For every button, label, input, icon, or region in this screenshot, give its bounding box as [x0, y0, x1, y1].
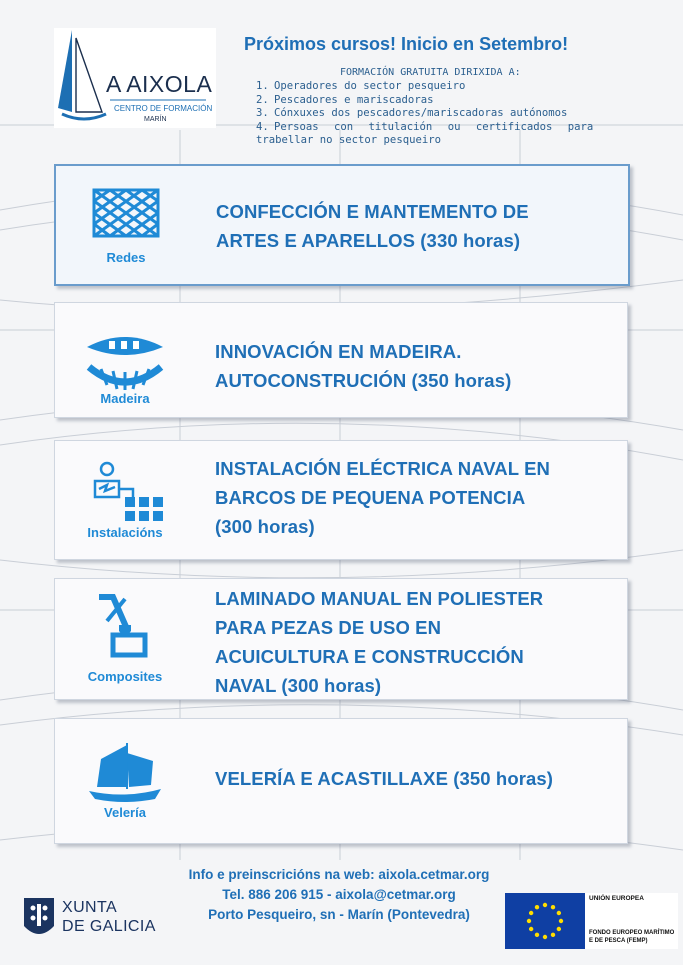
- course-category-label: Madeira: [100, 391, 150, 406]
- course-card-redes[interactable]: [54, 164, 630, 286]
- contact-phone-email[interactable]: Tel. 886 206 915 - aixola@cetmar.org: [222, 887, 456, 902]
- course-title: CONFECCIÓN E MANTEMENTO DE ARTES E APARELLOS (330 horas): [216, 201, 529, 251]
- course-card-instalacions[interactable]: [54, 440, 628, 560]
- course-category-label: Redes: [106, 250, 146, 265]
- course-category-label: Velería: [104, 805, 146, 820]
- eu-star: [559, 919, 563, 923]
- eu-star: [543, 935, 547, 939]
- course-card-madeira[interactable]: [54, 302, 628, 418]
- sailboat-icon: [85, 739, 165, 805]
- course-category-label: Composites: [87, 669, 163, 684]
- audience-item: 3. Cónxuxes dos pescadores/mariscadoras autónomos: [256, 107, 568, 120]
- audience-item-continued: trabellar no sector pesqueiro: [256, 134, 441, 147]
- audience-list: [256, 80, 636, 148]
- headline: Próximos cursos! Inicio en Setembro!: [244, 34, 569, 54]
- eu-title: UNIÓN EUROPEA: [589, 895, 644, 902]
- xunta-logo: [22, 896, 172, 942]
- course-title: INSTALACIÓN ELÉCTRICA NAVAL EN BARCOS DE PEQUENA POTENCIA (300 horas): [215, 458, 550, 537]
- eu-flag-icon: [505, 893, 585, 949]
- course-card-composites[interactable]: [54, 578, 628, 700]
- eu-star: [551, 933, 555, 937]
- eu-fund: FONDO EUROPEO MARÍTIMO E DE PESCA (FEMP): [589, 930, 675, 944]
- audience-item: 4. Persoas con titulación ou certificados para: [256, 120, 594, 133]
- net-icon: [86, 186, 166, 252]
- eu-star: [527, 919, 531, 923]
- audience-item: 2. Pescadores e mariscadoras: [256, 93, 434, 106]
- eu-star: [529, 911, 533, 915]
- contact-web[interactable]: Info e preinscricións na web: aixola.cetmar.org: [188, 867, 490, 882]
- audience-heading: FORMACIÓN GRATUITA DIRIXIDA A:: [340, 67, 521, 78]
- eu-star: [557, 911, 561, 915]
- logo-name: A AIXOLA: [106, 71, 213, 97]
- eu-star: [551, 905, 555, 909]
- galicia-coat-of-arms-icon: [22, 896, 56, 942]
- boat-icon: [85, 327, 165, 393]
- logo-place: MARÍN: [144, 116, 167, 123]
- course-category-label: Instalacións: [87, 525, 163, 540]
- aixola-logo: [54, 28, 216, 128]
- eu-star: [543, 903, 547, 907]
- course-title: VELERÍA E ACASTILLAXE (350 horas): [215, 768, 554, 789]
- eu-star: [535, 933, 539, 937]
- eu-femp-logo: [505, 893, 678, 949]
- contact-info: [162, 865, 516, 925]
- course-card-veleria[interactable]: [54, 718, 628, 844]
- laminating-icon: [85, 593, 165, 659]
- logo-subtitle: CENTRO DE FORMACIÓN: [114, 104, 213, 113]
- audience-item: 1. Operadores do sector pesqueiro: [256, 80, 466, 92]
- course-title: LAMINADO MANUAL EN POLIESTER PARA PEZAS DE USO EN ACUICULTURA E CONSTRUCCIÓN NAVAL (300 horas): [215, 588, 544, 696]
- xunta-line2: DE GALICIA: [62, 918, 156, 935]
- xunta-line1: XUNTA: [62, 899, 118, 916]
- electrical-icon: [85, 459, 165, 525]
- contact-address: Porto Pesqueiro, sn - Marín (Pontevedra): [208, 907, 470, 922]
- eu-star: [557, 927, 561, 931]
- eu-star: [535, 905, 539, 909]
- course-title: INNOVACIÓN EN MADEIRA. AUTOCONSTRUCIÓN (350 horas): [215, 341, 512, 391]
- eu-star: [529, 927, 533, 931]
